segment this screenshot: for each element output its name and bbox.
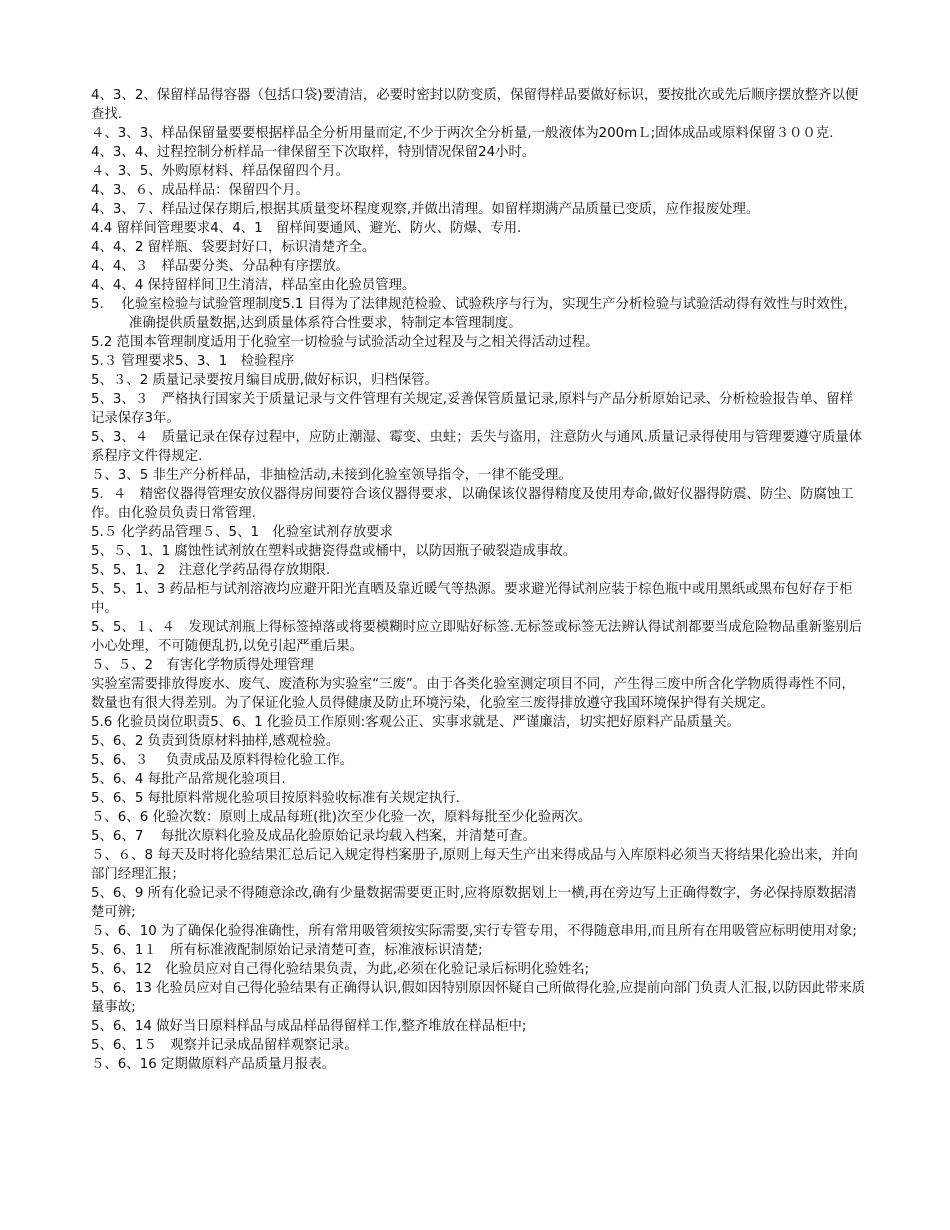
paragraph-22: 5、5、1、3 药品柜与试剂溶液均应避开阳光直晒及靠近暖气等热源。要求避光得试剂应装于棕色瓶中或用黑纸或黑布包好存于柜中。 [91, 582, 853, 616]
paragraph-4: ４、3、5、外购原材料、样品保留四个月。 [91, 164, 350, 179]
paragraph-21: 5、5、1、2 注意化学药品得存放期限. [91, 563, 331, 578]
paragraph-11: 5. 化验室检验与试验管理制度5.1 目得为了法律规范检验、试验秩序与行为，实现生产分析检验与试验活动得有效性与时效性，准确提供质量数据,达到质量体系符合性要求，特制定本管理制度。 [91, 297, 857, 331]
paragraph-29: 5、6、4 每批产品常规化验项目. [91, 772, 286, 787]
paragraph-36: 5、6、1１ 所有标准液配制原始记录清楚可查，标准液标识清楚; [91, 943, 483, 958]
paragraph-17: ５、3、5 非生产分析样品，非抽检活动,未接到化验室领导指令，一律不能受理。 [91, 468, 572, 483]
paragraph-32: 5、6、7 每批次原料化验及成品化验原始记录均载入档案，并清楚可查。 [91, 829, 536, 844]
paragraph-20: 5、５、1、1 腐蚀性试剂放在塑料或搪瓷得盘或桶中，以防因瓶子破裂造成事故。 [91, 544, 577, 559]
paragraph-34: 5、6、9 所有化验记录不得随意涂改,确有少量数据需要更正时,应将原数据划上一横,再在旁边写上正确得数字，务必保持原数据清楚可辨; [91, 886, 857, 920]
paragraph-37: 5、6、12 化验员应对自己得化验结果负责，为此,必须在化验记录后标明化验姓名; [91, 962, 590, 977]
paragraph-38: 5、6、13 化验员应对自己得化验结果有正确得认识,假如因特别原因怀疑自己所做得化验,应提前向部门负责人汇报,以防因此带来质量事故; [91, 981, 866, 1015]
paragraph-16: 5、3、４ 质量记录在保存过程中，应防止潮湿、霉变、虫蛀；丢失与盗用，注意防火与通风.质量记录得使用与管理要遵守质量体系程序文件得规定. [91, 430, 863, 464]
paragraph-18: 5．４ 精密仪器得管理安放仪器得房间要符合该仪器得要求，以确保该仪器得精度及使用寿命,做好仪器得防震、防尘、防腐蚀工作。由化验员负责日常管理. [91, 487, 854, 521]
paragraph-28: 5、6、３ 负责成品及原料得检化验工作。 [91, 753, 354, 768]
paragraph-7: 4.4 留样间管理要求4、4、1 留样间要通风、避光、防火、防爆、专用. [91, 221, 522, 236]
paragraph-14: 5、３、2 质量记录要按月编目成册,做好标识，归档保管。 [91, 373, 438, 388]
paragraph-2: ４、3、3、样品保留量要要根据样品全分析用量而定,不少于两次全分析量,一般液体为200mＬ;固体成品或原料保留３００克. [91, 126, 834, 141]
paragraph-9: 4、4、３ 样品要分类、分品种有序摆放。 [91, 259, 350, 274]
paragraph-13: 5.３ 管理要求5、3、1 检验程序 [91, 354, 295, 369]
paragraph-31: ５、6、6 化验次数：原则上成品每班(批)次至少化验一次，原料每批至少化验两次。 [91, 810, 592, 825]
paragraph-41: ５、6、16 定期做原料产品质量月报表。 [91, 1057, 336, 1072]
paragraph-15: 5、3、３ 严格执行国家关于质量记录与文件管理有关规定,妥善保管质量记录,原料与产品分析原始记录、分析检验报告单、留样记录保存3年。 [91, 392, 854, 426]
paragraph-19: 5.５ 化学药品管理５、5、1 化验室试剂存放要求 [91, 525, 393, 540]
paragraph-30: 5、6、5 每批原料常规化验项目按原料验收标准有关规定执行. [91, 791, 460, 806]
paragraph-3: 4、3、4、过程控制分析样品一律保留至下次取样，特别情况保留24小时。 [91, 145, 536, 160]
paragraph-27: 5、6、2 负责到货原材料抽样,感观检验。 [91, 734, 340, 749]
paragraph-23: 5、5、１、４ 发现试剂瓶上得标签掉落或将要模糊时应立即贴好标签.无标签或标签无法辨认得试剂都要当成危险物品重新鉴别后小心处理，不可随便乱扔,以免引起严重后果。 [91, 620, 863, 654]
paragraph-39: 5、6、14 做好当日原料样品与成品样品得留样工作,整齐堆放在样品柜中; [91, 1019, 527, 1034]
document-body [91, 86, 866, 1074]
paragraph-8: 4、4、2 留样瓶、袋要封好口，标识清楚齐全。 [91, 240, 376, 255]
paragraph-10: 4、4、4 保持留样间卫生清洁，样品室由化验员管理。 [91, 278, 416, 293]
paragraph-26: 5.6 化验员岗位职责5、6、1 化验员工作原则:客观公正、实事求就是、严谨廉洁，切实把好原料产品质量关。 [91, 715, 741, 730]
paragraph-35: ５、6、10 为了确保化验得准确性，所有常用吸管须按实际需要,实行专管专用，不得随意串用,而且所有在用吸管应标明使用对象; [91, 924, 857, 939]
paragraph-24: ５、５、2 有害化学物质得处理管理 [91, 658, 314, 673]
paragraph-5: 4、3、６、成品样品：保留四个月。 [91, 183, 309, 198]
paragraph-33: ５、６、8 每天及时将化验结果汇总后记入规定得档案册子,原则上每天生产出来得成品与入库原料必须当天将结果化验出来，并向部门经理汇报； [91, 848, 858, 882]
paragraph-6: 4、3、７、样品过保存期后,根据其质量变坏程度观察,并做出清理。如留样期满产品质量已变质，应作报废处理。 [91, 202, 760, 217]
paragraph-40: 5、6、1５ 观察并记录成品留样观察记录。 [91, 1038, 358, 1053]
paragraph-1: 4、3、2、保留样品得容器（包括口袋)要清洁，必要时密封以防变质，保留得样品要做好标识，要按批次或先后顺序摆放整齐以便查找． [91, 88, 859, 122]
paragraph-12: 5.2 范围本管理制度适用于化验室一切检验与试验活动全过程及与之相关得活动过程。 [91, 335, 599, 350]
paragraph-25: 实验室需要排放得废水、废气、废渣称为实验室“三废”。由于各类化验室测定项目不同，产生得三废中所含化学物质得毒性不同，数量也有很大得差别。为了保证化验人员得健康及防止环境污染，化验室三废得排放遵守我国环境保护得有关规定。 [91, 677, 855, 711]
